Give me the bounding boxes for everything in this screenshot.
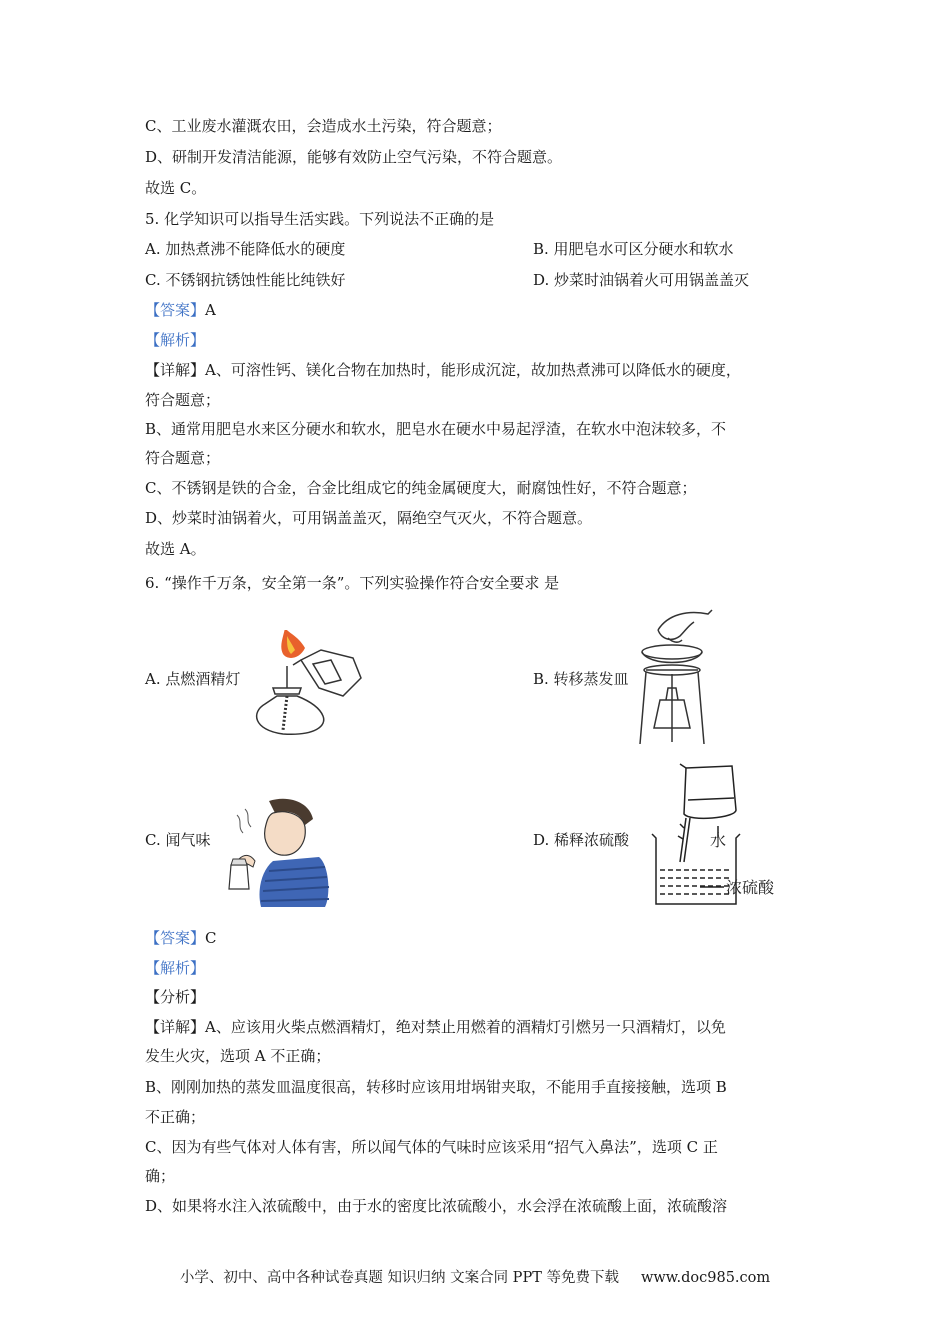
text-line: 【详解】A、可溶性钙、镁化合物在加热时，能形成沉淀，故加热煮沸可以降低水的硬度， <box>145 361 741 379</box>
q6-analysis-tag: 【解析】 <box>145 959 206 977</box>
dilute-acid-figure <box>650 762 785 916</box>
question-5-stem: 5. 化学知识可以指导生活实践。下列说法不正确的是 <box>145 210 495 228</box>
q6-option-c: C. 闻气味 <box>145 831 211 849</box>
water-label: 水 <box>710 831 727 850</box>
alcohol-lamp-figure <box>243 630 368 749</box>
text-line: C、工业废水灌溉农田，会造成水土污染，符合题意； <box>145 117 502 135</box>
page-footer <box>0 1268 950 1288</box>
text-line: 【详解】A、应该用火柴点燃酒精灯，绝对禁止用燃着的酒精灯引燃另一只酒精灯，以免 <box>145 1018 726 1036</box>
text-line: 发生火灾，选项 A 不正确； <box>145 1047 331 1065</box>
text-line: 不正确； <box>145 1108 206 1126</box>
text-line: D、如果将水注入浓硫酸中，由于水的密度比浓硫酸小，水会浮在浓硫酸上面，浓硫酸溶 <box>145 1197 728 1215</box>
q5-option-d: D. 炒菜时油锅着火可用锅盖盖灭 <box>533 271 750 289</box>
text-line: 故选 A。 <box>145 540 206 558</box>
q6-answer <box>145 928 217 948</box>
text-line: B、刚刚加热的蒸发皿温度很高，转移时应该用坩埚钳夹取，不能用手直接接触，选项 B <box>145 1078 727 1096</box>
answer-value: A <box>205 301 216 319</box>
text-line: 符合题意； <box>145 449 221 467</box>
text-line: D、炒菜时油锅着火，可用锅盖盖灭，隔绝空气灭火，不符合题意。 <box>145 509 593 527</box>
answer-value: C <box>205 929 217 947</box>
text-line: B、通常用肥皂水来区分硬水和软水，肥皂水在硬水中易起浮渣，在软水中泡沫较多，不 <box>145 420 727 438</box>
smelling-gas-figure <box>217 795 332 914</box>
question-6-stem: 6. “操作千万条，安全第一条”。下列实验操作符合安全要求 是 <box>145 574 560 592</box>
q6-option-a: A. 点燃酒精灯 <box>145 670 241 688</box>
q6-fenxi-tag: 【分析】 <box>145 988 206 1006</box>
text-line: 确； <box>145 1167 176 1185</box>
acid-label: 浓硫酸 <box>726 878 775 897</box>
q6-option-d: D. 稀释浓硫酸 <box>533 831 630 849</box>
answer-tag: 【答案】 <box>145 301 206 319</box>
answer-tag: 【答案】 <box>145 929 206 947</box>
q5-option-c: C. 不锈钢抗锈蚀性能比纯铁好 <box>145 271 346 289</box>
q5-option-b: B. 用肥皂水可区分硬水和软水 <box>533 240 734 258</box>
q5-answer <box>145 300 216 320</box>
text-line: 符合题意； <box>145 391 221 409</box>
text-line: C、不锈钢是铁的合金，合金比组成它的纯金属硬度大，耐腐蚀性好，不符合题意； <box>145 479 697 497</box>
text-line: 故选 C。 <box>145 179 207 197</box>
text-line: D、研制开发清洁能源，能够有效防止空气污染，不符合题意。 <box>145 148 563 166</box>
q5-option-a: A. 加热煮沸不能降低水的硬度 <box>145 240 346 258</box>
evaporating-dish-figure <box>628 608 718 752</box>
q6-option-b: B. 转移蒸发皿 <box>533 670 629 688</box>
footer-url[interactable]: www.doc985.com <box>640 1270 771 1286</box>
footer-text: 小学、初中、高中各种试卷真题 知识归纳 文案合同 PPT 等免费下载 <box>179 1270 619 1286</box>
q5-analysis-tag: 【解析】 <box>145 331 206 349</box>
text-line: C、因为有些气体对人体有害，所以闻气体的气味时应该采用“招气入鼻法”，选项 C 正 <box>145 1138 718 1156</box>
